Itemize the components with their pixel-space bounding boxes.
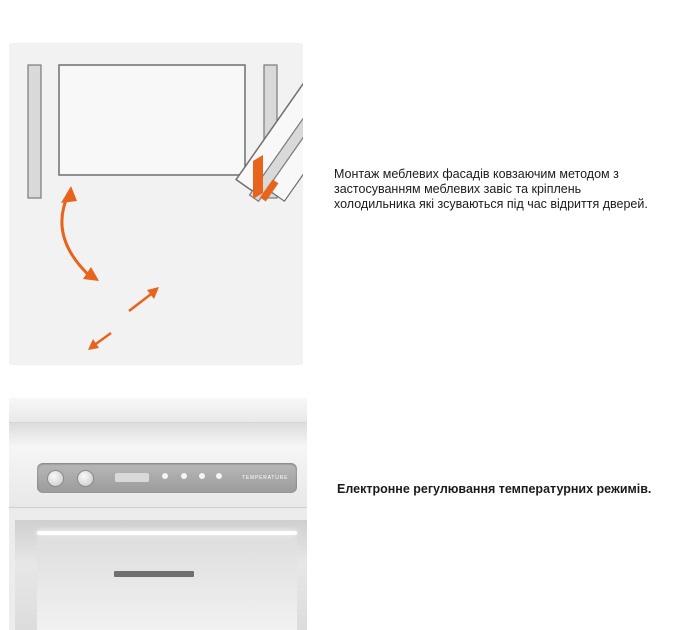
electronic-control-panel	[37, 463, 297, 493]
sliding-door-diagram	[9, 43, 303, 365]
control-button-3	[199, 473, 205, 479]
control-button-2	[181, 473, 187, 479]
power-knob-fridge	[47, 470, 64, 487]
door-diagram-svg	[9, 43, 303, 365]
temperature-label: TEMPERATURE	[242, 475, 289, 481]
temperature-display	[115, 473, 149, 482]
control-button-1	[162, 473, 168, 479]
air-vent	[114, 571, 194, 577]
sliding-mount-caption: Монтаж меблевих фасадів ковзаючим методом з застосуванням меблевих завіс та кріплень холодильника які зсуваються під час відриття дверей.	[334, 167, 648, 211]
power-knob-freezer	[77, 470, 94, 487]
fridge-body	[59, 65, 245, 175]
swing-arrow	[62, 193, 93, 279]
control-button-4	[216, 473, 222, 479]
led-light-bar	[37, 531, 297, 535]
door-gap	[9, 423, 307, 445]
electronic-control-caption: Електронне регулювання температурних режимів.	[337, 482, 652, 496]
fridge-top-band	[9, 398, 307, 423]
swing-arrow-head-top	[61, 186, 77, 203]
slide-arrow-lower-head	[88, 339, 99, 350]
fridge-interior-inner	[37, 538, 297, 630]
swing-arrow-head-bottom	[83, 267, 99, 281]
hinge-bracket	[253, 155, 263, 199]
left-cabinet-side	[28, 65, 41, 198]
control-panel-photo	[9, 398, 307, 630]
